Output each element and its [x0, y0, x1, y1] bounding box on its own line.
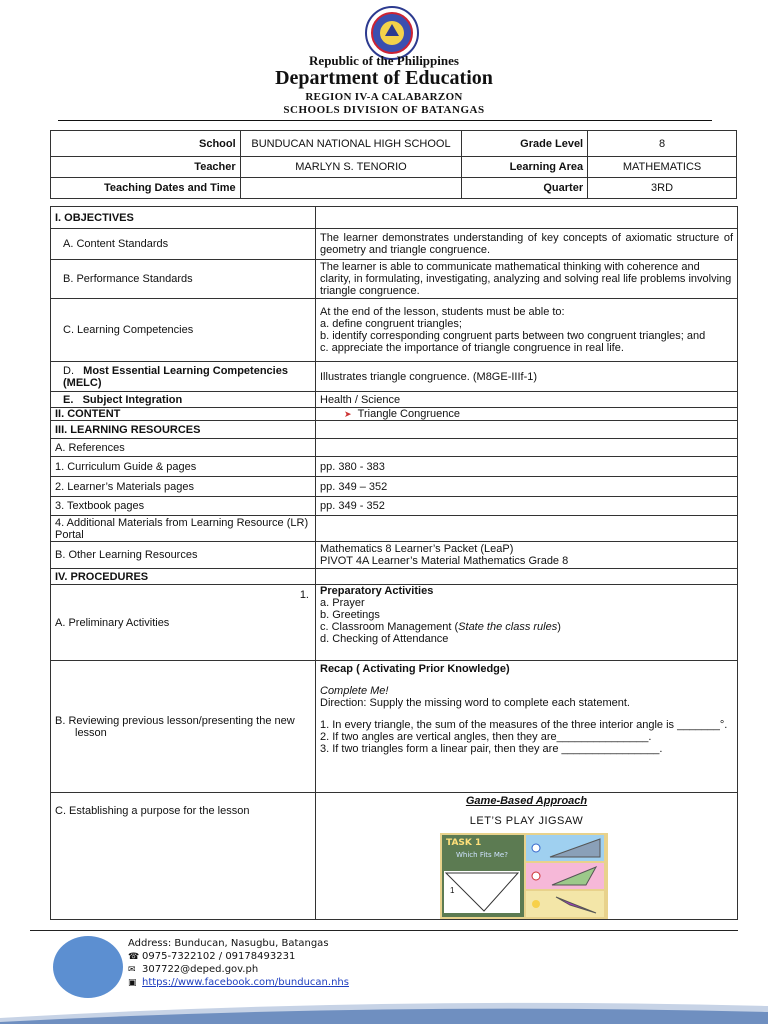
additional-materials-value — [316, 516, 738, 542]
footer-facebook-link[interactable]: https://www.facebook.com/bunducan.nhs — [142, 977, 349, 988]
other-resources-value — [316, 542, 738, 569]
preparatory-title: Preparatory Activities — [320, 585, 434, 597]
school-value: BUNDUCAN NATIONAL HIGH SCHOOL — [240, 131, 462, 157]
area-value: MATHEMATICS — [588, 157, 737, 178]
quarter-value: 3RD — [588, 178, 737, 199]
footer-email-row — [128, 964, 258, 976]
footer-email: 307722@deped.gov.ph — [142, 964, 259, 975]
preliminary-number: 1. — [299, 589, 309, 601]
competency-b: b. identify corresponding congruent parts between two congruent triangles; and — [320, 330, 706, 342]
dates-value — [240, 178, 462, 199]
learners-materials-value: pp. 349 – 352 — [316, 477, 738, 497]
competency-c: c. appreciate the importance of triangle congruence in real life. — [320, 342, 624, 354]
melc-prefix: D. — [63, 364, 74, 377]
textbook-value: pp. 349 - 352 — [316, 497, 738, 516]
prelim-greetings: b. Greetings — [320, 609, 380, 621]
content-standards-value: The learner demonstrates understanding of key concepts of axiomatic structure of geometry and triangle congruence. — [316, 229, 738, 260]
content-heading: II. CONTENT — [51, 408, 316, 421]
preliminary-label — [51, 585, 316, 661]
area-label: Learning Area — [462, 157, 588, 178]
textbook-label: 3. Textbook pages — [51, 497, 316, 516]
jigsaw-triangle-box — [444, 871, 520, 913]
lesson-plan-table — [50, 206, 738, 920]
prelim-prayer: a. Prayer — [320, 597, 365, 609]
content-topic-item — [344, 408, 733, 420]
school-label: School — [51, 131, 241, 157]
competencies-intro: At the end of the lesson, students must be able to: — [320, 306, 565, 318]
grade-value: 8 — [588, 131, 737, 157]
triangle-green-icon — [526, 863, 604, 889]
recap-item-1: 1. In every triangle, the sum of the measures of the three interior angle is _______°. — [320, 719, 728, 731]
preliminary-value — [316, 585, 738, 661]
subject-prefix: E. — [63, 393, 74, 406]
game-title: Game-Based Approach — [465, 795, 588, 807]
preliminary-label-text: A. Preliminary Activities — [55, 616, 170, 629]
other-resources-label: B. Other Learning Resources — [51, 542, 316, 569]
header-divider — [58, 120, 712, 121]
dates-label: Teaching Dates and Time — [51, 178, 241, 199]
envelope-icon: ✉ — [128, 965, 136, 975]
subject-label-text: Subject Integration — [82, 393, 183, 406]
republic-line: Republic of the Philippines — [309, 53, 459, 68]
footer-address: Address: Bunducan, Nasugbu, Batangas — [128, 938, 329, 949]
references-label: A. References — [51, 439, 316, 457]
jigsaw-task-title: TASK 1 — [446, 838, 482, 848]
curriculum-guide-value: pp. 380 - 383 — [316, 457, 738, 477]
melc-value: Illustrates triangle congruence. (M8GE-IIIf-1) — [316, 362, 738, 392]
purpose-label: C. Establishing a purpose for the lesson — [51, 793, 316, 920]
footer-phone-row — [128, 951, 295, 963]
learners-materials-label: 2. Learner’s Materials pages — [51, 477, 316, 497]
triangle-figure-icon — [444, 871, 520, 913]
monitor-icon: ▣ — [128, 978, 137, 988]
info-table — [50, 130, 737, 199]
reviewing-value — [316, 661, 738, 793]
other-resource-2: PIVOT 4A Learner’s Material Mathematics Grade 8 — [320, 555, 569, 567]
jigsaw-task-panel — [442, 835, 524, 917]
performance-standards-value: The learner is able to communicate mathematical thinking with coherence and clarity, in formulating, investigating, analyzing and solving real life problems involving triangle congruence. — [316, 260, 738, 299]
jigsaw-title: LET’S PLAY JIGSAW — [469, 815, 584, 827]
jigsaw-task-subtitle: Which Fits Me? — [456, 851, 508, 859]
footer-divider — [30, 930, 738, 931]
content-topic: Triangle Congruence — [357, 408, 460, 420]
content-standards-label: A. Content Standards — [51, 229, 316, 260]
region-line: REGION IV-A CALABARZON — [305, 91, 463, 103]
competency-a: a. define congruent triangles; — [320, 318, 462, 330]
teacher-label: Teacher — [51, 157, 241, 178]
recap-item-2: 2. If two angles are vertical angles, then they are_______________. — [320, 731, 652, 743]
footer-web-row — [128, 977, 349, 989]
curriculum-guide-label: 1. Curriculum Guide & pages — [51, 457, 316, 477]
quarter-label: Quarter — [462, 178, 588, 199]
direction-text: Direction: Supply the missing word to complete each statement. — [320, 697, 630, 709]
procedures-heading: IV. PROCEDURES — [51, 569, 316, 585]
jigsaw-image — [440, 833, 608, 919]
footer-logo-circle — [53, 936, 123, 998]
melc-label-text: Most Essential Learning Competencies (MELC) — [63, 364, 288, 389]
melc-label — [51, 362, 316, 392]
other-resource-1: Mathematics 8 Learner’s Packet (LeaP) — [320, 543, 514, 555]
jigsaw-card-3 — [526, 891, 604, 917]
department-title: Department of Education — [275, 67, 493, 89]
division-line: SCHOOLS DIVISION OF BATANGAS — [283, 104, 485, 116]
learning-competencies-label: C. Learning Competencies — [51, 299, 316, 362]
subject-integration-label — [51, 392, 316, 408]
triangle-purple-icon — [526, 891, 604, 917]
arrow-bullet-icon: ➤ — [344, 409, 352, 419]
jigsaw-card-1 — [526, 835, 604, 861]
footer-phone: 0975-7322102 / 09178493231 — [142, 951, 296, 962]
prelim-classroom: c. Classroom Management (State the class rules) — [320, 621, 561, 633]
footer-swoosh — [0, 996, 768, 1024]
performance-standards-label: B. Performance Standards — [51, 260, 316, 299]
recap-item-3: 3. If two triangles form a linear pair, then they are ________________. — [320, 743, 663, 755]
objectives-heading: I. OBJECTIVES — [51, 207, 316, 229]
prelim-attendance: d. Checking of Attendance — [320, 633, 449, 645]
resources-heading: III. LEARNING RESOURCES — [51, 421, 316, 439]
reviewing-label: B. Reviewing previous lesson/presenting the new lesson — [51, 661, 316, 793]
jigsaw-card-2 — [526, 863, 604, 889]
triangle-blue-icon — [526, 835, 604, 861]
subject-integration-value: Health / Science — [316, 392, 738, 408]
content-topic-cell — [316, 408, 738, 421]
teacher-value: MARLYN S. TENORIO — [240, 157, 462, 178]
phone-icon: ☎ — [128, 952, 140, 962]
learning-competencies-value — [316, 299, 738, 362]
deped-seal-icon — [365, 6, 419, 60]
complete-me: Complete Me! — [320, 685, 389, 697]
recap-title: Recap ( Activating Prior Knowledge) — [320, 663, 510, 675]
jigsaw-number: 1 — [450, 886, 455, 895]
grade-label: Grade Level — [462, 131, 588, 157]
purpose-value — [316, 793, 738, 920]
additional-materials-label: 4. Additional Materials from Learning Resource (LR) Portal — [51, 516, 316, 542]
